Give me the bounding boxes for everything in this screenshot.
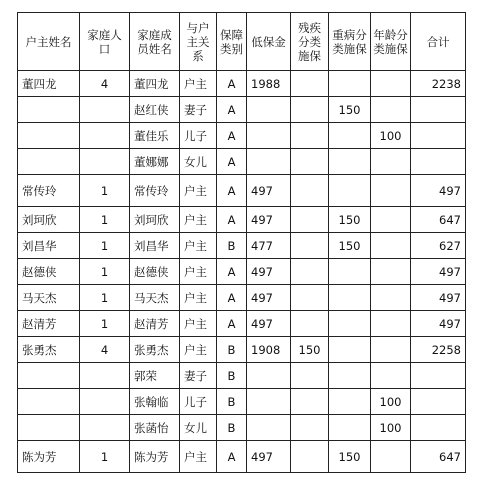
- age-cell: [371, 97, 411, 123]
- household-size-cell: [80, 123, 130, 149]
- relation-cell: 户主: [180, 259, 217, 285]
- disability-cell: [291, 415, 329, 441]
- age-cell: [371, 337, 411, 363]
- table-row: [18, 285, 466, 311]
- category-cell: B: [217, 233, 247, 259]
- table-row: [18, 175, 466, 207]
- member-name-cell: 赵红侠: [130, 97, 180, 123]
- illness-cell: 150: [329, 233, 371, 259]
- illness-cell: [329, 311, 371, 337]
- category-cell: B: [217, 337, 247, 363]
- total-cell: 2238: [411, 71, 466, 97]
- table-row: [18, 207, 466, 233]
- table-row: [18, 311, 466, 337]
- total-cell: 627: [411, 233, 466, 259]
- relation-cell: 妻子: [180, 363, 217, 389]
- header-cell: 户主姓名: [18, 13, 80, 71]
- category-cell: A: [217, 149, 247, 175]
- relation-cell: 户主: [180, 207, 217, 233]
- head-name-cell: 刘昌华: [18, 233, 80, 259]
- category-cell: A: [217, 259, 247, 285]
- table-row: [18, 71, 466, 97]
- member-name-cell: 马天杰: [130, 285, 180, 311]
- member-name-cell: 董娜娜: [130, 149, 180, 175]
- household-size-cell: 1: [80, 285, 130, 311]
- table-row: [18, 415, 466, 441]
- age-cell: 100: [371, 415, 411, 441]
- allowance-cell: [247, 97, 291, 123]
- relation-cell: 儿子: [180, 389, 217, 415]
- table-row: [18, 97, 466, 123]
- disability-cell: 150: [291, 337, 329, 363]
- household-size-cell: 1: [80, 207, 130, 233]
- header-cell: 合计: [411, 13, 466, 71]
- welfare-table: [17, 12, 466, 473]
- header-cell: 家庭人口: [80, 13, 130, 71]
- member-name-cell: 张翰临: [130, 389, 180, 415]
- member-name-cell: 董佳乐: [130, 123, 180, 149]
- head-name-cell: 赵清芳: [18, 311, 80, 337]
- age-cell: [371, 233, 411, 259]
- total-cell: [411, 363, 466, 389]
- relation-cell: 户主: [180, 71, 217, 97]
- allowance-cell: 497: [247, 285, 291, 311]
- total-cell: 647: [411, 441, 466, 473]
- disability-cell: [291, 363, 329, 389]
- allowance-cell: [247, 363, 291, 389]
- illness-cell: [329, 175, 371, 207]
- member-name-cell: 陈为芳: [130, 441, 180, 473]
- illness-cell: [329, 415, 371, 441]
- disability-cell: [291, 311, 329, 337]
- allowance-cell: [247, 149, 291, 175]
- total-cell: [411, 415, 466, 441]
- illness-cell: [329, 149, 371, 175]
- disability-cell: [291, 233, 329, 259]
- total-cell: 2258: [411, 337, 466, 363]
- relation-cell: 户主: [180, 285, 217, 311]
- header-cell: 重病分类施保: [329, 13, 371, 71]
- head-name-cell: 张勇杰: [18, 337, 80, 363]
- disability-cell: [291, 389, 329, 415]
- relation-cell: 户主: [180, 311, 217, 337]
- category-cell: A: [217, 285, 247, 311]
- illness-cell: [329, 363, 371, 389]
- category-cell: A: [217, 97, 247, 123]
- header-cell: 残疾分类施保: [291, 13, 329, 71]
- disability-cell: [291, 175, 329, 207]
- age-cell: [371, 71, 411, 97]
- household-size-cell: 1: [80, 233, 130, 259]
- member-name-cell: 董四龙: [130, 71, 180, 97]
- allowance-cell: 497: [247, 259, 291, 285]
- header-cell: 与户主关系: [180, 13, 217, 71]
- head-name-cell: [18, 97, 80, 123]
- disability-cell: [291, 149, 329, 175]
- age-cell: [371, 207, 411, 233]
- head-name-cell: [18, 389, 80, 415]
- relation-cell: 儿子: [180, 123, 217, 149]
- household-size-cell: [80, 389, 130, 415]
- total-cell: 497: [411, 259, 466, 285]
- table-row: [18, 259, 466, 285]
- disability-cell: [291, 259, 329, 285]
- table-row: [18, 337, 466, 363]
- category-cell: B: [217, 415, 247, 441]
- allowance-cell: 477: [247, 233, 291, 259]
- illness-cell: [329, 123, 371, 149]
- age-cell: [371, 363, 411, 389]
- age-cell: 100: [371, 123, 411, 149]
- header-cell: 家庭成员姓名: [130, 13, 180, 71]
- total-cell: 497: [411, 285, 466, 311]
- header-cell: 年龄分类施保: [371, 13, 411, 71]
- member-name-cell: 常传玲: [130, 175, 180, 207]
- category-cell: A: [217, 175, 247, 207]
- household-size-cell: 4: [80, 71, 130, 97]
- category-cell: B: [217, 363, 247, 389]
- age-cell: [371, 175, 411, 207]
- household-size-cell: [80, 363, 130, 389]
- allowance-cell: [247, 123, 291, 149]
- allowance-cell: [247, 415, 291, 441]
- age-cell: [371, 311, 411, 337]
- member-name-cell: 刘珂欣: [130, 207, 180, 233]
- head-name-cell: 常传玲: [18, 175, 80, 207]
- allowance-cell: 1908: [247, 337, 291, 363]
- member-name-cell: 张勇杰: [130, 337, 180, 363]
- household-size-cell: 1: [80, 259, 130, 285]
- table-row: [18, 233, 466, 259]
- relation-cell: 妻子: [180, 97, 217, 123]
- disability-cell: [291, 71, 329, 97]
- household-size-cell: [80, 415, 130, 441]
- household-size-cell: [80, 97, 130, 123]
- category-cell: A: [217, 441, 247, 473]
- total-cell: [411, 123, 466, 149]
- table-row: [18, 389, 466, 415]
- head-name-cell: [18, 149, 80, 175]
- disability-cell: [291, 285, 329, 311]
- age-cell: 100: [371, 389, 411, 415]
- household-size-cell: 1: [80, 175, 130, 207]
- total-cell: [411, 97, 466, 123]
- member-name-cell: 赵清芳: [130, 311, 180, 337]
- illness-cell: 150: [329, 441, 371, 473]
- head-name-cell: [18, 363, 80, 389]
- relation-cell: 户主: [180, 175, 217, 207]
- allowance-cell: 497: [247, 311, 291, 337]
- age-cell: [371, 285, 411, 311]
- member-name-cell: 郭荣: [130, 363, 180, 389]
- total-cell: 497: [411, 311, 466, 337]
- allowance-cell: [247, 389, 291, 415]
- allowance-cell: 1988: [247, 71, 291, 97]
- disability-cell: [291, 123, 329, 149]
- category-cell: A: [217, 311, 247, 337]
- table-row: [18, 441, 466, 473]
- category-cell: A: [217, 123, 247, 149]
- relation-cell: 女儿: [180, 149, 217, 175]
- illness-cell: 150: [329, 97, 371, 123]
- allowance-cell: 497: [247, 175, 291, 207]
- header-cell: 保障类别: [217, 13, 247, 71]
- illness-cell: [329, 259, 371, 285]
- allowance-cell: 497: [247, 207, 291, 233]
- total-cell: 497: [411, 175, 466, 207]
- head-name-cell: 董四龙: [18, 71, 80, 97]
- relation-cell: 户主: [180, 233, 217, 259]
- age-cell: [371, 441, 411, 473]
- relation-cell: 女儿: [180, 415, 217, 441]
- head-name-cell: 刘珂欣: [18, 207, 80, 233]
- head-name-cell: [18, 123, 80, 149]
- table-row: [18, 363, 466, 389]
- category-cell: A: [217, 207, 247, 233]
- head-name-cell: [18, 415, 80, 441]
- household-size-cell: 4: [80, 337, 130, 363]
- disability-cell: [291, 97, 329, 123]
- total-cell: [411, 149, 466, 175]
- relation-cell: 户主: [180, 337, 217, 363]
- age-cell: [371, 259, 411, 285]
- allowance-cell: 497: [247, 441, 291, 473]
- table-body: [18, 71, 466, 473]
- illness-cell: [329, 285, 371, 311]
- relation-cell: 户主: [180, 441, 217, 473]
- total-cell: [411, 389, 466, 415]
- disability-cell: [291, 207, 329, 233]
- table-row: [18, 123, 466, 149]
- illness-cell: [329, 71, 371, 97]
- disability-cell: [291, 441, 329, 473]
- header-row: [18, 13, 466, 71]
- household-size-cell: 1: [80, 311, 130, 337]
- table-row: [18, 149, 466, 175]
- head-name-cell: 陈为芳: [18, 441, 80, 473]
- member-name-cell: 赵德侠: [130, 259, 180, 285]
- member-name-cell: 刘昌华: [130, 233, 180, 259]
- total-cell: 647: [411, 207, 466, 233]
- member-name-cell: 张菡怡: [130, 415, 180, 441]
- household-size-cell: [80, 149, 130, 175]
- head-name-cell: 赵德侠: [18, 259, 80, 285]
- header-cell: 低保金: [247, 13, 291, 71]
- age-cell: [371, 149, 411, 175]
- illness-cell: [329, 337, 371, 363]
- illness-cell: [329, 389, 371, 415]
- category-cell: B: [217, 389, 247, 415]
- illness-cell: 150: [329, 207, 371, 233]
- household-size-cell: 1: [80, 441, 130, 473]
- category-cell: A: [217, 71, 247, 97]
- head-name-cell: 马天杰: [18, 285, 80, 311]
